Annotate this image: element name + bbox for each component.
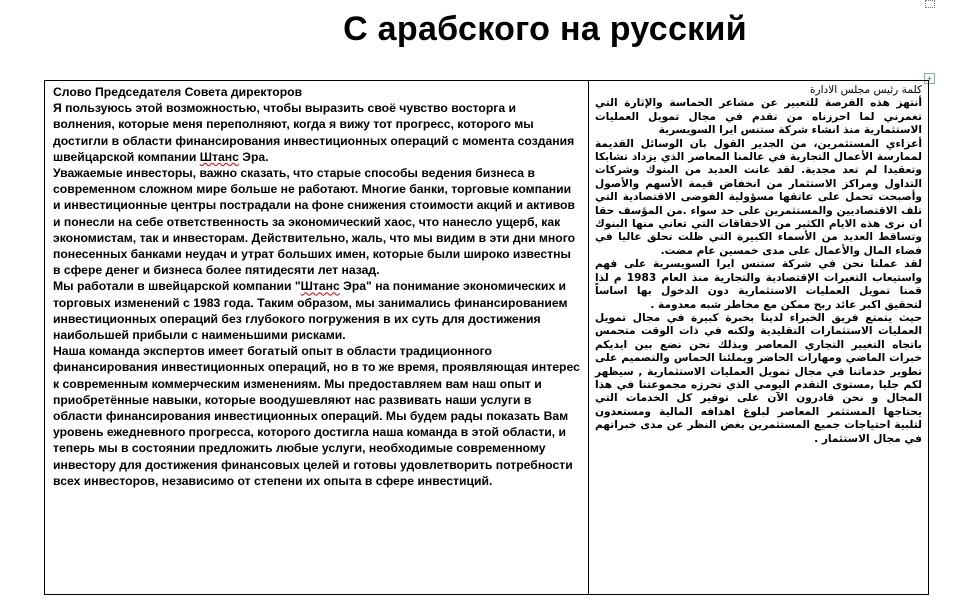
arabic-paragraph: أنتهز هذه الفرصة للتعبير عن مشاعر الحماسة والإثارة التي تغمرني لما احرزناه من تقدم في مجال تمويل العمليات الاستثمارية منذ انشاء شركة ستنس ايرا السويسرية (595, 97, 922, 137)
company-name: Штанс (300, 279, 340, 294)
arabic-paragraph: أعزاءي المستثمرين، من الجدير القول بان الوسائل القديمة لممارسة الأعمال التجارية في عالمنا المعاصر الذي يزداد تشابكا وتعقيدا لم تعد مجدية. لقد عانت العديد من البنوك وشركات التداول ومراكز الاستثمار من انخفاض قيمة الأسهم والأصول وأصبحت تحمل على عاتقها مسؤولية الفوضى الاقتصادية التي تلف الاقتصاديين والمستثمرين على حد سواء .من المؤسف حقا ان نرى هذه الايام الكثير من الاخفاقات التي تعاني منها البنوك وتساقط العديد من الأسماء الكبيرة التي ظلت تحلق عاليا في فضاء المال والأعمال على مدى خمسين عام مضت. (595, 137, 922, 257)
translation-table (44, 80, 929, 595)
arabic-paragraph: حيث يتمتع فريق الخبراء لدينا بخبرة كبيرة في مجال تمويل العمليات الاستثمارات التقليدية ولكنه في ذات الوقت متحمس باتجاه التغيير التجاري المعاصر وبذلك نحن نضع بين ايديكم خبرات الماضي ومهارات الحاضر ويملئنا الحماس والتصميم على تطوير خدماتنا في مجال تمويل العمليات الاستثمارية , سيظهر لكم جليا ,مستوى التقدم اليومي الذي تحرزه مجموعتنا في هذا المجال و نحن قادرون الآن على توفير كل الخدمات التي يحتاجها المستثمر المعاصر لبلوغ اهدافه المالية ومستعدون لتلبية احتياجات جميع المستثمرين بغض النظر عن مدى خبراتهم في مجال الاستثمار . (595, 311, 922, 445)
corner-marker (925, 0, 935, 8)
page-title: С арабского на русский (343, 10, 747, 48)
arabic-column (589, 81, 928, 594)
arabic-paragraph: لقد عملنا نحن في شركة ستنس ايرا السويسرية على فهم واستيعاب التغيرات الإقتصادية والتجارية منذ العام 1983 م لذا قمنا تمويل العمليات الاستثمارية دون الدخول بها اساساً لتحقيق اكبر عائد ربح ممكن مع مخاطر شبه معدومة . (595, 258, 922, 311)
company-name: Штанс (199, 149, 239, 164)
table-move-handle[interactable]: + (924, 73, 935, 84)
russian-paragraph: Я пользуюсь этой возможностью, чтобы выразить своё чувство восторга и волнения, которые меня переполняют, когда я вижу тот прогресс, которого мы достигли в области финансирования инвестиционных операций с момента создания швейцарской компании Штанс Эра. (53, 101, 575, 164)
russian-paragraph: Наша команда экспертов имеет богатый опыт в области традиционного финансирования инвестиционных операций, но в то же время, проявляющая интерес к современным коммерческим изменениям. Мы предоставляем вам наш опыт и приобретённые навыки, которые воодушевляют нас развивать наши услуги в области финансирования инвестиционных операций. Мы будем рады показать Вам уровень ежедневного прогресса, которого достигла наша команда в этой области, и теперь мы в состоянии предложить любые услуги, необходимые современному инвестору для достижения финансовых целей и готовы удовлетворить потребности всех инвесторов, независимо от степени их опыта в сфере инвестиций. (53, 344, 580, 488)
russian-paragraph: Уважаемые инвесторы, важно сказать, что старые способы ведения бизнеса в современном сложном мире больше не работают. Многие банки, торговые компании и инвестиционные центры пострадали на фоне снижения стоимости акций и активов и понесли на себе ответственность за экономический хаос, что нанесло ущерб, как экономистам, так и инвесторам. Действительно, жаль, что мы видим в эти дни много понесенных банками неудач и утрат больших имен, которые были широко известны в сфере денег и бизнеса более пятидесяти лет назад. (53, 166, 576, 278)
russian-heading: Слово Председателя Совета директоров (53, 85, 303, 99)
russian-paragraph: Мы работали в швейцарской компании "Штанс Эра" на понимание экономических и торговых изменений с 1983 года. Таким образом, мы занимались финансированием инвестиционных операций без глубокого погружения в их суть для достижения наибольшей прибыли с наименьшими рисками. (53, 279, 568, 343)
russian-column (45, 81, 589, 594)
arabic-heading: كلمة رئيس مجلس الادارة (809, 84, 922, 96)
